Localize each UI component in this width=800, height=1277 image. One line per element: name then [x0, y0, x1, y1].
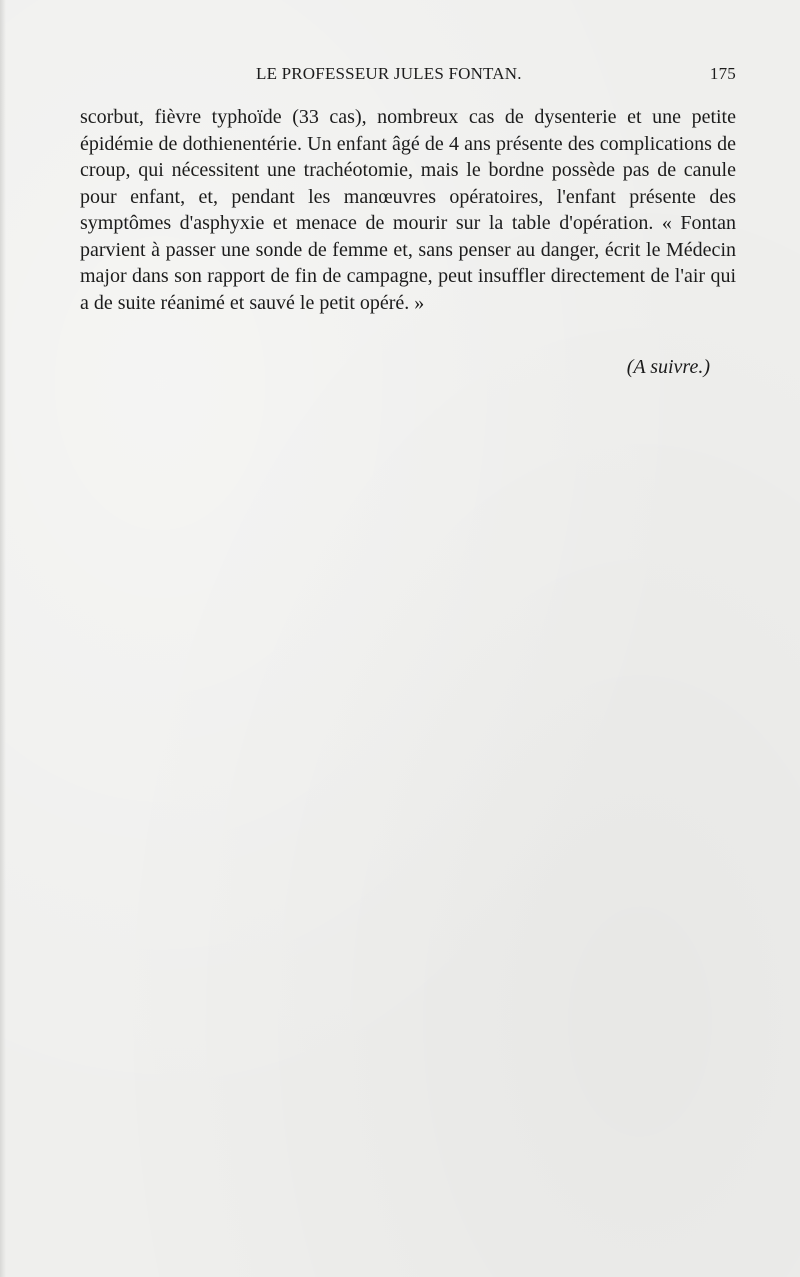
page-edge-shadow: [0, 0, 6, 1277]
running-head-title: LE PROFESSEUR JULES FONTAN.: [256, 64, 522, 83]
body-text: [80, 104, 736, 316]
page-number: 175: [709, 64, 736, 83]
continuation-note: (A suivre.): [626, 356, 710, 378]
body-paragraph: scorbut, fièvre typhoïde (33 cas), nombreux cas de dysenterie et une petite épidémie de dothienentérie. Un enfant âgé de 4 ans présente des complications de croup, qui nécessitent une trachéotomie, mais le bordne possède pas de canule pour enfant, et, pendant les manœuvres opératoires, l'enfant présente des symptômes d'asphyxie et menace de mourir sur la table d'opération. « Fontan parvient à passer une sonde de femme et, sans penser au danger, écrit le Médecin major dans son rapport de fin de campagne, peut insuffler directement de l'air qui a de suite réanimé et sauvé le petit opéré. »: [80, 106, 736, 314]
running-head: [80, 64, 736, 88]
